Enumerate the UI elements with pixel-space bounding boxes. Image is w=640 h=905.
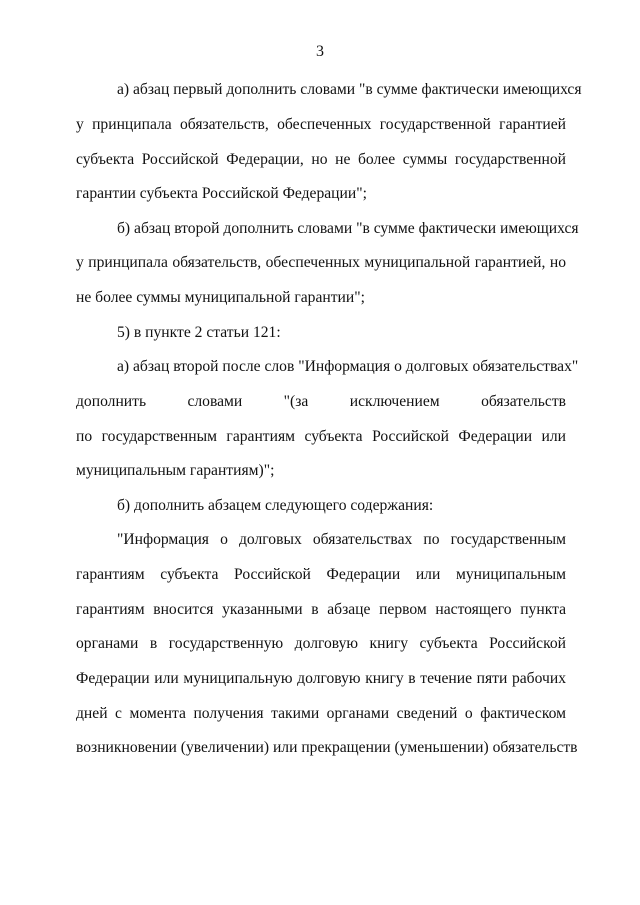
paragraph-line: не более суммы муниципальной гарантии"; (76, 289, 365, 306)
paragraph-line: б) абзац второй дополнить словами "в сумме фактически имеющихся (117, 220, 579, 237)
paragraph-line: муниципальным гарантиям)"; (76, 462, 275, 479)
paragraph-line: возникновении (увеличении) или прекращении (уменьшении) обязательств (76, 739, 578, 756)
paragraph-line: дополнить словами "(за исключением обязательств (76, 393, 566, 410)
paragraph-line: органами в государственную долговую книгу субъекта Российской (76, 635, 566, 652)
paragraph-line: 5) в пункте 2 статьи 121: (117, 324, 281, 341)
paragraph-line: Федерации или муниципальную долговую книгу в течение пяти рабочих (76, 670, 566, 687)
page-number: 3 (316, 43, 324, 60)
paragraph-line: а) абзац первый дополнить словами "в сумме фактически имеющихся (117, 81, 582, 98)
paragraph-line: б) дополнить абзацем следующего содержания: (117, 497, 434, 514)
paragraph-line: гарантиям вносится указанными в абзаце первом настоящего пункта (76, 601, 566, 618)
paragraph-line: по государственным гарантиям субъекта Российской Федерации или (76, 428, 566, 445)
paragraph-line: "Информация о долговых обязательствах по государственным (117, 531, 566, 548)
paragraph-line: а) абзац второй после слов "Информация о долговых обязательствах" (117, 358, 579, 375)
paragraph-line: дней с момента получения такими органами сведений о фактическом (76, 705, 566, 722)
paragraph-line: у принципала обязательств, обеспеченных государственной гарантией (76, 116, 566, 133)
paragraph-line: гарантиям субъекта Российской Федерации или муниципальным (76, 566, 566, 583)
paragraph-line: гарантии субъекта Российской Федерации"; (76, 185, 367, 202)
paragraph-line: субъекта Российской Федерации, но не более суммы государственной (76, 151, 566, 168)
paragraph-line: у принципала обязательств, обеспеченных муниципальной гарантией, но (76, 254, 566, 271)
